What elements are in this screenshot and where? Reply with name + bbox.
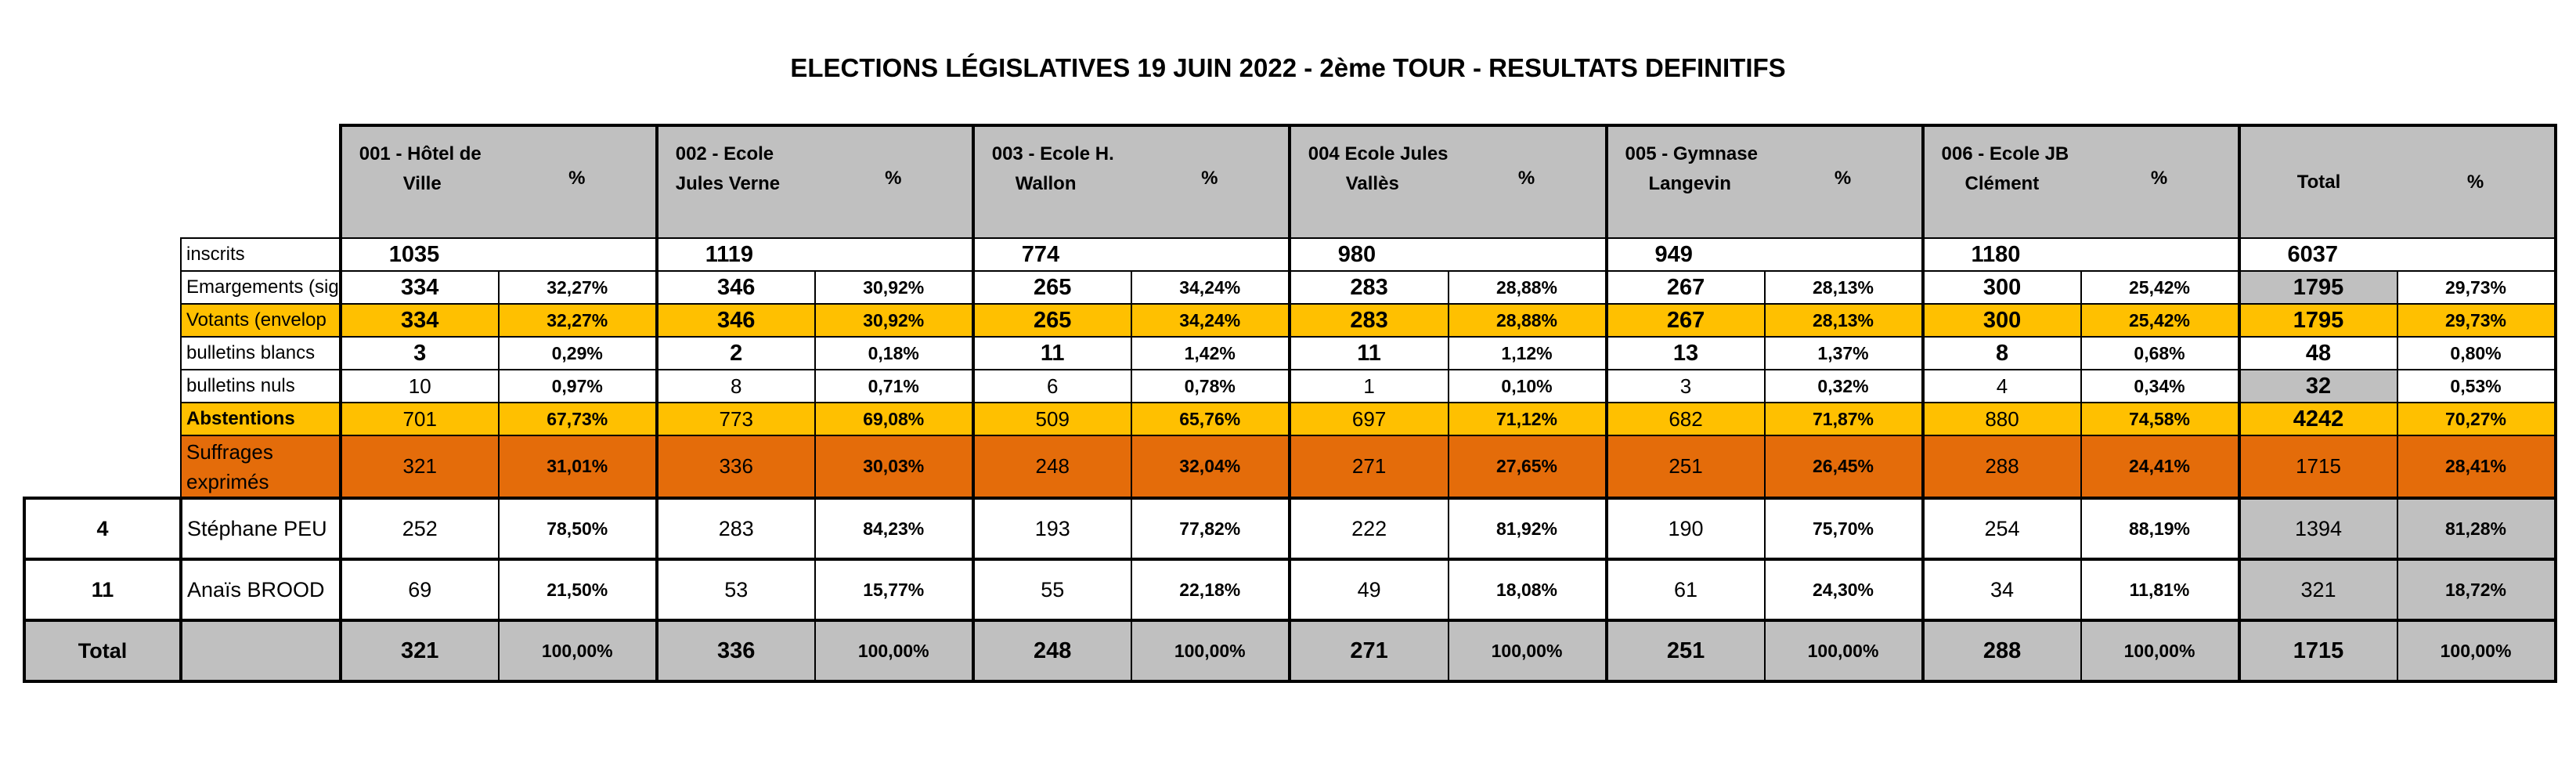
total-value-cell: 1795 xyxy=(2239,304,2397,337)
pct-cell: 24,30% xyxy=(1765,559,1923,620)
pct-cell: 30,92% xyxy=(815,304,973,337)
office-header-name: 002 - Ecole Jules Verne xyxy=(657,125,815,238)
row-abstentions xyxy=(24,403,2556,435)
value-cell: 288 xyxy=(1923,620,2081,681)
pct-cell: 25,42% xyxy=(2081,304,2239,337)
candidate-row xyxy=(24,559,2556,620)
pct-cell: 100,00% xyxy=(815,620,973,681)
pct-cell: 15,77% xyxy=(815,559,973,620)
inscrits-value: 1180 xyxy=(1923,238,2239,271)
results-table xyxy=(23,124,2557,683)
pct-cell: 78,50% xyxy=(499,498,657,559)
pct-cell: 32,04% xyxy=(1131,435,1290,498)
value-cell: 701 xyxy=(341,403,499,435)
total-value-cell: 1715 xyxy=(2239,435,2397,498)
total-value-cell: 1795 xyxy=(2239,271,2397,304)
row-blancs xyxy=(24,337,2556,370)
pct-cell: 1,37% xyxy=(1765,337,1923,370)
office-header-name: 006 - Ecole JB Clément xyxy=(1923,125,2081,238)
pct-cell: 24,41% xyxy=(2081,435,2239,498)
total-pct-cell: 100,00% xyxy=(2397,620,2556,681)
total-pct-cell: 0,53% xyxy=(2397,370,2556,403)
value-cell: 283 xyxy=(1290,271,1449,304)
value-cell: 34 xyxy=(1923,559,2081,620)
total-pct-header: % xyxy=(2397,125,2556,238)
value-cell: 53 xyxy=(657,559,815,620)
total-value-cell: 1394 xyxy=(2239,498,2397,559)
candidate-number: 4 xyxy=(24,498,181,559)
total-row-label: Total xyxy=(24,620,181,681)
pct-cell: 74,58% xyxy=(2081,403,2239,435)
value-cell: 190 xyxy=(1607,498,1765,559)
row-label-blancs: bulletins blancs xyxy=(181,337,341,370)
pct-cell: 65,76% xyxy=(1131,403,1290,435)
inscrits-value: 774 xyxy=(973,238,1290,271)
candidate-row xyxy=(24,498,2556,559)
row-label-votants: Votants (envelop xyxy=(181,304,341,337)
value-cell: 880 xyxy=(1923,403,2081,435)
value-cell: 321 xyxy=(341,435,499,498)
value-cell: 13 xyxy=(1607,337,1765,370)
pct-cell: 27,65% xyxy=(1449,435,1607,498)
office-header-pct: % xyxy=(499,125,657,238)
total-value-cell: 32 xyxy=(2239,370,2397,403)
total-pct-cell: 0,80% xyxy=(2397,337,2556,370)
pct-cell: 81,92% xyxy=(1449,498,1607,559)
value-cell: 346 xyxy=(657,304,815,337)
total-row xyxy=(24,620,2556,681)
pct-cell: 28,88% xyxy=(1449,271,1607,304)
office-header-name: 004 Ecole Jules Vallès xyxy=(1290,125,1449,238)
inscrits-value: 1035 xyxy=(341,238,657,271)
pct-cell: 1,12% xyxy=(1449,337,1607,370)
pct-cell: 30,92% xyxy=(815,271,973,304)
value-cell: 300 xyxy=(1923,271,2081,304)
total-header: Total xyxy=(2239,125,2397,238)
value-cell: 69 xyxy=(341,559,499,620)
total-pct-cell: 28,41% xyxy=(2397,435,2556,498)
value-cell: 251 xyxy=(1607,435,1765,498)
office-header-name: 001 - Hôtel de Ville xyxy=(341,125,499,238)
row-label-emargements: Emargements (sig xyxy=(181,271,341,304)
pct-cell: 0,29% xyxy=(499,337,657,370)
value-cell: 773 xyxy=(657,403,815,435)
pct-cell: 100,00% xyxy=(2081,620,2239,681)
pct-cell: 18,08% xyxy=(1449,559,1607,620)
pct-cell: 32,27% xyxy=(499,271,657,304)
value-cell: 265 xyxy=(973,271,1131,304)
pct-cell: 69,08% xyxy=(815,403,973,435)
pct-cell: 28,88% xyxy=(1449,304,1607,337)
value-cell: 334 xyxy=(341,271,499,304)
value-cell: 248 xyxy=(973,620,1131,681)
pct-cell: 100,00% xyxy=(1131,620,1290,681)
value-cell: 61 xyxy=(1607,559,1765,620)
total-pct-cell: 29,73% xyxy=(2397,271,2556,304)
row-votants xyxy=(24,304,2556,337)
pct-cell: 100,00% xyxy=(1765,620,1923,681)
pct-cell: 100,00% xyxy=(499,620,657,681)
pct-cell: 28,13% xyxy=(1765,271,1923,304)
inscrits-value: 1119 xyxy=(657,238,973,271)
pct-cell: 77,82% xyxy=(1131,498,1290,559)
pct-cell: 21,50% xyxy=(499,559,657,620)
value-cell: 271 xyxy=(1290,435,1449,498)
pct-cell: 0,97% xyxy=(499,370,657,403)
row-nuls xyxy=(24,370,2556,403)
value-cell: 300 xyxy=(1923,304,2081,337)
value-cell: 336 xyxy=(657,620,815,681)
pct-cell: 0,32% xyxy=(1765,370,1923,403)
office-header-pct: % xyxy=(1131,125,1290,238)
value-cell: 252 xyxy=(341,498,499,559)
value-cell: 10 xyxy=(341,370,499,403)
value-cell: 193 xyxy=(973,498,1131,559)
pct-cell: 34,24% xyxy=(1131,304,1290,337)
value-cell: 271 xyxy=(1290,620,1449,681)
row-label-inscrits: inscrits xyxy=(181,238,341,271)
office-header-pct: % xyxy=(2081,125,2239,238)
total-pct-cell: 70,27% xyxy=(2397,403,2556,435)
value-cell: 283 xyxy=(657,498,815,559)
value-cell: 267 xyxy=(1607,304,1765,337)
row-emargements xyxy=(24,271,2556,304)
value-cell: 8 xyxy=(657,370,815,403)
pct-cell: 0,18% xyxy=(815,337,973,370)
value-cell: 11 xyxy=(973,337,1131,370)
office-header-pct: % xyxy=(1449,125,1607,238)
pct-cell: 0,34% xyxy=(2081,370,2239,403)
value-cell: 3 xyxy=(1607,370,1765,403)
pct-cell: 0,78% xyxy=(1131,370,1290,403)
row-suffrages xyxy=(24,435,2556,498)
candidate-name: Stéphane PEU xyxy=(181,498,341,559)
value-cell: 3 xyxy=(341,337,499,370)
inscrits-value: 980 xyxy=(1290,238,1607,271)
value-cell: 248 xyxy=(973,435,1131,498)
value-cell: 336 xyxy=(657,435,815,498)
office-header-name: 003 - Ecole H. Wallon xyxy=(973,125,1131,238)
value-cell: 265 xyxy=(973,304,1131,337)
inscrits-total: 6037 xyxy=(2239,238,2556,271)
pct-cell: 0,71% xyxy=(815,370,973,403)
total-row-empty xyxy=(181,620,341,681)
value-cell: 4 xyxy=(1923,370,2081,403)
value-cell: 288 xyxy=(1923,435,2081,498)
pct-cell: 22,18% xyxy=(1131,559,1290,620)
pct-cell: 100,00% xyxy=(1449,620,1607,681)
pct-cell: 0,10% xyxy=(1449,370,1607,403)
pct-cell: 32,27% xyxy=(499,304,657,337)
value-cell: 254 xyxy=(1923,498,2081,559)
total-pct-cell: 81,28% xyxy=(2397,498,2556,559)
pct-cell: 26,45% xyxy=(1765,435,1923,498)
total-value-cell: 321 xyxy=(2239,559,2397,620)
value-cell: 267 xyxy=(1607,271,1765,304)
pct-cell: 67,73% xyxy=(499,403,657,435)
value-cell: 346 xyxy=(657,271,815,304)
pct-cell: 1,42% xyxy=(1131,337,1290,370)
pct-cell: 30,03% xyxy=(815,435,973,498)
page-title: ELECTIONS LÉGISLATIVES 19 JUIN 2022 - 2ème TOUR - RESULTATS DEFINITIFS xyxy=(790,53,1786,82)
value-cell: 509 xyxy=(973,403,1131,435)
row-label-suffrages: Suffrages exprimés xyxy=(181,435,341,498)
value-cell: 283 xyxy=(1290,304,1449,337)
value-cell: 222 xyxy=(1290,498,1449,559)
office-header-pct: % xyxy=(1765,125,1923,238)
value-cell: 334 xyxy=(341,304,499,337)
pct-cell: 31,01% xyxy=(499,435,657,498)
candidate-number: 11 xyxy=(24,559,181,620)
total-value-cell: 48 xyxy=(2239,337,2397,370)
row-label-abstentions: Abstentions xyxy=(181,403,341,435)
office-header-name: 005 - Gymnase Langevin xyxy=(1607,125,1765,238)
pct-cell: 71,12% xyxy=(1449,403,1607,435)
value-cell: 251 xyxy=(1607,620,1765,681)
total-pct-cell: 29,73% xyxy=(2397,304,2556,337)
value-cell: 321 xyxy=(341,620,499,681)
value-cell: 49 xyxy=(1290,559,1449,620)
pct-cell: 25,42% xyxy=(2081,271,2239,304)
value-cell: 682 xyxy=(1607,403,1765,435)
office-header-pct: % xyxy=(815,125,973,238)
value-cell: 55 xyxy=(973,559,1131,620)
candidate-name: Anaïs BROOD xyxy=(181,559,341,620)
row-label-nuls: bulletins nuls xyxy=(181,370,341,403)
total-pct-cell: 18,72% xyxy=(2397,559,2556,620)
total-value-cell: 1715 xyxy=(2239,620,2397,681)
pct-cell: 34,24% xyxy=(1131,271,1290,304)
value-cell: 2 xyxy=(657,337,815,370)
value-cell: 697 xyxy=(1290,403,1449,435)
pct-cell: 88,19% xyxy=(2081,498,2239,559)
value-cell: 8 xyxy=(1923,337,2081,370)
value-cell: 6 xyxy=(973,370,1131,403)
pct-cell: 0,68% xyxy=(2081,337,2239,370)
total-value-cell: 4242 xyxy=(2239,403,2397,435)
value-cell: 11 xyxy=(1290,337,1449,370)
inscrits-value: 949 xyxy=(1607,238,1923,271)
pct-cell: 75,70% xyxy=(1765,498,1923,559)
value-cell: 1 xyxy=(1290,370,1449,403)
pct-cell: 28,13% xyxy=(1765,304,1923,337)
pct-cell: 11,81% xyxy=(2081,559,2239,620)
pct-cell: 84,23% xyxy=(815,498,973,559)
pct-cell: 71,87% xyxy=(1765,403,1923,435)
